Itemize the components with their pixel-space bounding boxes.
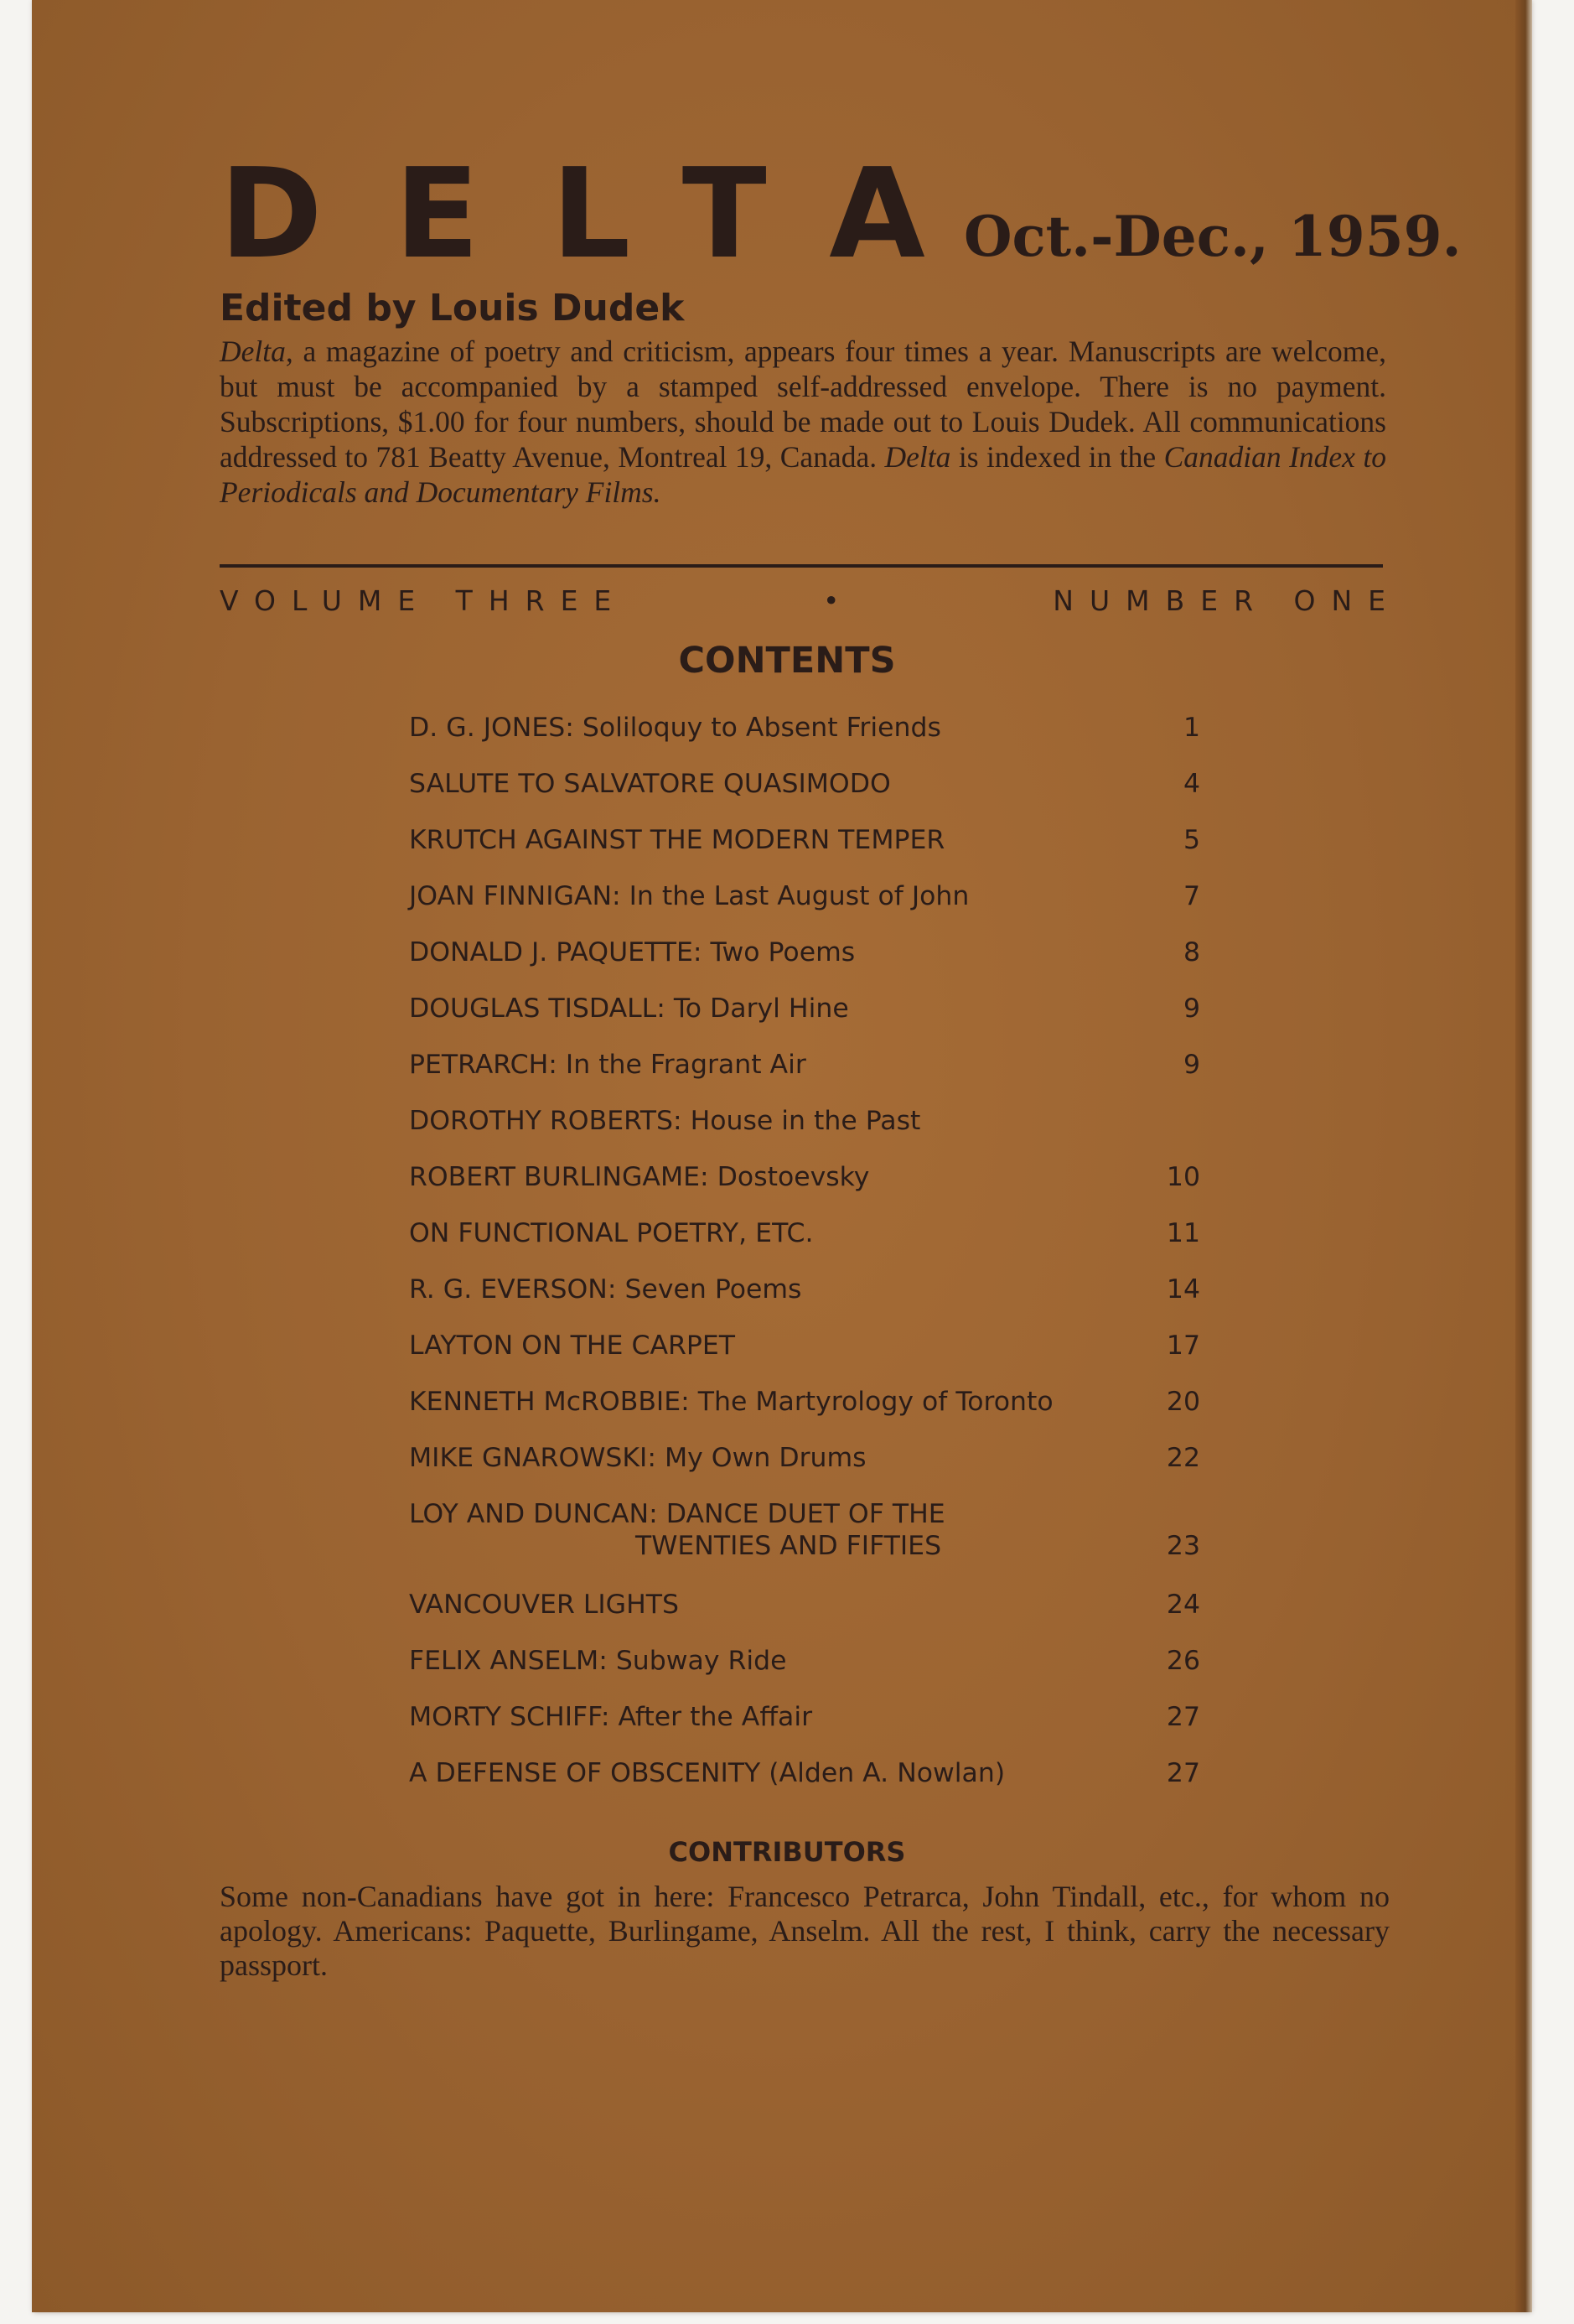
toc-entry-title: MORTY SCHIFF: After the Affair (409, 1702, 813, 1732)
toc-entry-page: 27 (1166, 1758, 1200, 1788)
toc-entry-page: 20 (1166, 1387, 1200, 1417)
toc-entry (409, 871, 1200, 927)
toc-entry (409, 1692, 1200, 1748)
toc-entry (409, 1433, 1200, 1489)
toc-entry (409, 1264, 1200, 1320)
magazine-description (220, 334, 1386, 510)
toc-entry-title: FELIX ANSELM: Subway Ride (409, 1646, 787, 1676)
blurb-text-2: is indexed in the (950, 440, 1164, 474)
toc-entry (409, 983, 1200, 1040)
toc-entry (409, 1636, 1200, 1692)
toc-entry (409, 815, 1200, 871)
toc-entry (409, 1748, 1200, 1804)
toc-entry-title-continued: TWENTIES AND FIFTIES (635, 1531, 942, 1561)
toc-entry-title: DONALD J. PAQUETTE: Two Poems (409, 937, 856, 967)
toc-entry-title: DOROTHY ROBERTS: House in the Past (409, 1106, 921, 1136)
toc-entry (409, 1152, 1200, 1208)
toc-entry-title: LOY AND DUNCAN: DANCE DUET OF THE (409, 1499, 945, 1529)
toc-entry-page: 8 (1183, 937, 1200, 967)
toc-entry (409, 1040, 1200, 1096)
toc-entry-title: D. G. JONES: Soliloquy to Absent Friends (409, 713, 941, 743)
toc-entry-title: SALUTE TO SALVATORE QUASIMODO (409, 769, 891, 799)
toc-entry (409, 759, 1200, 815)
toc-entry-page: 22 (1166, 1443, 1200, 1473)
toc-entry-page: 9 (1183, 993, 1200, 1024)
blurb-name-2: Delta (884, 440, 951, 474)
toc-entry-title: DOUGLAS TISDALL: To Daryl Hine (409, 993, 849, 1024)
toc-entry-title: MIKE GNAROWSKI: My Own Drums (409, 1443, 867, 1473)
issue-date: Oct.-Dec., 1959. (964, 204, 1462, 269)
toc-entry-title: ON FUNCTIONAL POETRY, ETC. (409, 1218, 814, 1248)
blurb-text-1: a magazine of poetry and criticism, appears four times a year. Manuscripts are welcome, but must be accompanied by a stamped self-addressed envelope. There is no payment. Subscriptions, $1.00 for four numbers, should be made out to Louis Dudek. All communications addressed to 781 Beatty Avenue, Montreal 19, Canada. (220, 335, 1386, 474)
toc-entry (409, 1580, 1200, 1636)
toc-entry-page: 14 (1166, 1274, 1200, 1305)
contents-heading: CONTENTS (678, 640, 896, 682)
toc-entry-title: JOAN FINNIGAN: In the Last August of John (409, 881, 970, 911)
toc-entry (409, 1320, 1200, 1377)
toc-entry-page: 10 (1166, 1162, 1200, 1192)
toc-entry-page: 5 (1183, 825, 1200, 855)
toc-entry (409, 1208, 1200, 1264)
bullet-separator: • (823, 584, 840, 617)
toc-entry (409, 927, 1200, 983)
blurb-index-name: Canadian Index to Periodicals and Documentary Films. (220, 440, 1386, 509)
contributors-note: Some non-Canadians have got in here: Francesco Petrarca, John Tindall, etc., for whom no apology. Americans: Paquette, Burlingame, Anselm. All the rest, I think, carry the necessary passport. (220, 1880, 1390, 1982)
toc-entry-title: ROBERT BURLINGAME: Dostoevsky (409, 1162, 870, 1192)
volume-label: VOLUME THREE (220, 584, 628, 617)
horizontal-rule (220, 564, 1383, 568)
toc-entry (409, 703, 1200, 759)
toc-entry-page: 23 (1166, 1531, 1200, 1561)
toc-entry-page: 4 (1183, 769, 1200, 799)
toc-entry-title: KENNETH McROBBIE: The Martyrology of Toronto (409, 1387, 1054, 1417)
number-label: NUMBER ONE (1053, 584, 1401, 617)
toc-entry (409, 1489, 1200, 1580)
toc-entry-page: 1 (1183, 713, 1200, 743)
magazine-title: DELTA (220, 142, 997, 286)
masthead (220, 142, 1462, 286)
toc-entry-page: 24 (1166, 1590, 1200, 1620)
toc-entry-title: PETRARCH: In the Fragrant Air (409, 1050, 806, 1080)
toc-entry-page: 9 (1183, 1050, 1200, 1080)
toc-entry-title: KRUTCH AGAINST THE MODERN TEMPER (409, 825, 945, 855)
cover-spine-edge (1515, 0, 1532, 2312)
toc-entry-page: 26 (1166, 1646, 1200, 1676)
toc-entry-title: VANCOUVER LIGHTS (409, 1590, 680, 1620)
toc-entry (409, 1096, 1200, 1152)
toc-entry-page: 7 (1183, 881, 1200, 911)
volume-line (220, 582, 1401, 620)
toc-entry-title: LAYTON ON THE CARPET (409, 1331, 736, 1361)
table-of-contents (409, 703, 1200, 1804)
blurb-name: Delta, (220, 335, 293, 368)
toc-entry (409, 1377, 1200, 1433)
toc-entry-title: A DEFENSE OF OBSCENITY (Alden A. Nowlan) (409, 1758, 1006, 1788)
toc-entry-page: 11 (1166, 1218, 1200, 1248)
toc-entry-page: 27 (1166, 1702, 1200, 1732)
editor-line: Edited by Louis Dudek (220, 287, 685, 329)
toc-entry-page: 17 (1166, 1331, 1200, 1361)
toc-entry-title: R. G. EVERSON: Seven Poems (409, 1274, 802, 1305)
contributors-heading: CONTRIBUTORS (668, 1836, 906, 1868)
